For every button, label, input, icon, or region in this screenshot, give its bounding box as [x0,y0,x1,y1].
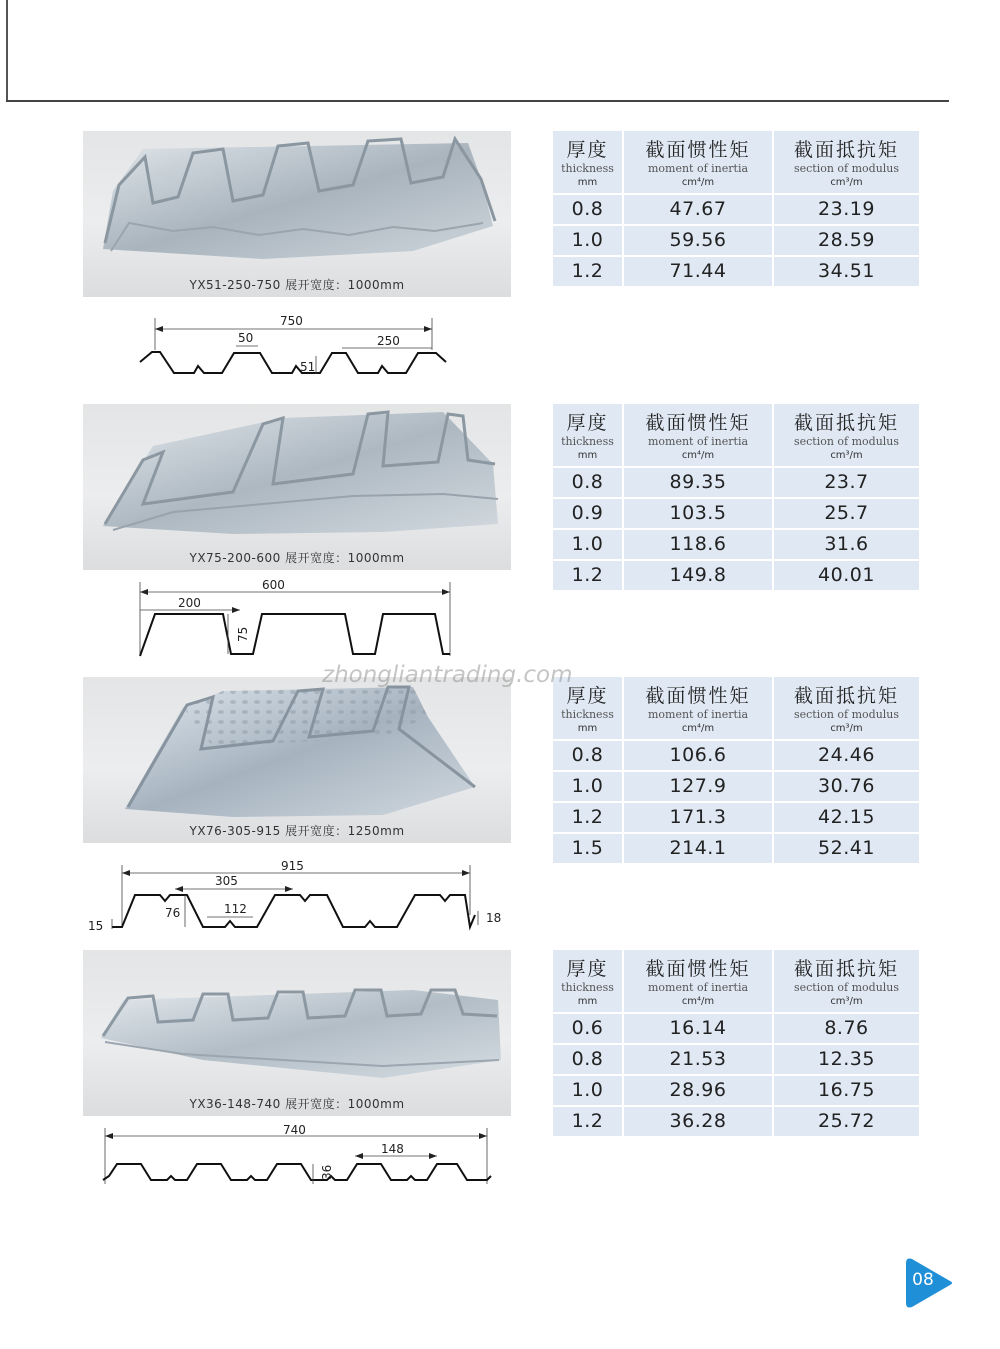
margin-rule-left [6,0,8,100]
inertia-unit: cm⁴/m [681,723,715,734]
modulus-label-en: section of modulus [793,435,900,448]
profile-photo-yx76 [83,677,511,843]
profile-caption: YX75-200-600 展开宽度：1000mm [189,551,405,565]
profile-section-diagram-yx75 [125,576,460,666]
dim-total-width: 740 [283,1123,306,1137]
inertia-label-en: moment of inertia [647,981,749,994]
steel-deck-image [83,404,511,570]
dim-pitch: 250 [377,334,400,348]
profile-caption: YX51-250-750 展开宽度：1000mm [189,278,405,292]
inertia-cell: 28.96 [624,1076,774,1105]
table-row [553,1076,919,1107]
thickness-cell: 1.0 [553,226,624,255]
watermark-text: zhongliantrading.com [322,662,573,688]
inertia-cell: 16.14 [624,1014,774,1043]
modulus-cell: 52.41 [818,837,875,859]
dim-depth: 76 [165,906,181,920]
modulus-cell: 23.19 [818,198,875,220]
dim-pitch: 148 [381,1142,404,1156]
steel-deck-image [83,131,511,297]
table-row [553,530,919,561]
modulus-label-zh: 截面抵抗矩 [793,685,899,707]
table-row [553,468,919,499]
thickness-cell: 1.5 [553,834,624,863]
table-row [553,257,919,286]
table-row [553,195,919,226]
dim-edge-left: 15 [88,919,104,933]
inertia-label-en: moment of inertia [647,708,749,721]
modulus-cell: 30.76 [818,775,875,797]
thickness-label-en: thickness [561,435,614,448]
table-header [553,404,919,468]
spec-table-yx75 [553,404,919,590]
inertia-label-zh: 截面惯性矩 [645,685,751,707]
table-row [553,741,919,772]
dim-trough-width: 112 [224,902,247,916]
profile-section-diagram-yx76 [85,855,505,940]
modulus-label-zh: 截面抵抗矩 [793,139,899,161]
modulus-label-en: section of modulus [793,162,900,175]
table-header [553,677,919,741]
dim-pitch: 305 [215,874,238,888]
thickness-cell: 0.8 [553,195,624,224]
inertia-cell: 171.3 [624,803,774,832]
dim-rib-width: 50 [238,331,254,345]
steel-deck-image [83,950,511,1116]
inertia-cell: 103.5 [624,499,774,528]
thickness-unit: mm [577,996,598,1007]
dim-pitch: 200 [178,596,201,610]
thickness-cell: 1.2 [553,257,624,286]
profile-photo-yx51 [83,131,511,297]
thickness-label-zh: 厚度 [566,412,609,434]
profile-caption: YX76-305-915 展开宽度：1250mm [189,824,405,838]
inertia-cell: 118.6 [624,530,774,559]
thickness-label-en: thickness [561,981,614,994]
inertia-label-en: moment of inertia [647,162,749,175]
dim-total-width: 915 [281,859,304,873]
header-rule [6,100,949,102]
inertia-cell: 47.67 [624,195,774,224]
inertia-cell: 71.44 [624,257,774,286]
modulus-cell: 34.51 [818,260,875,282]
thickness-cell: 1.2 [553,561,624,590]
thickness-cell: 1.0 [553,1076,624,1105]
inertia-label-zh: 截面惯性矩 [645,139,751,161]
spec-table-yx36 [553,950,919,1136]
dim-depth: 36 [320,1164,334,1180]
modulus-cell: 16.75 [818,1079,875,1101]
profile-section-diagram-yx36 [95,1122,505,1192]
inertia-cell: 149.8 [624,561,774,590]
thickness-cell: 0.8 [553,1045,624,1074]
modulus-label-en: section of modulus [793,981,900,994]
thickness-cell: 1.0 [553,772,624,801]
thickness-cell: 1.0 [553,530,624,559]
dim-total-width: 750 [280,314,303,328]
inertia-unit: cm⁴/m [681,996,715,1007]
thickness-label-zh: 厚度 [566,685,609,707]
modulus-cell: 25.72 [818,1110,875,1132]
modulus-cell: 8.76 [824,1017,869,1039]
inertia-cell: 89.35 [624,468,774,497]
table-row [553,499,919,530]
modulus-cell: 31.6 [824,533,869,555]
modulus-unit: cm³/m [830,723,863,734]
modulus-cell: 23.7 [824,471,869,493]
spec-table-yx51 [553,131,919,286]
profile-photo-yx36 [83,950,511,1116]
modulus-label-zh: 截面抵抗矩 [793,958,899,980]
profile-photo-yx75 [83,404,511,570]
table-row [553,226,919,257]
modulus-label-en: section of modulus [793,708,900,721]
profile-section-diagram-yx51 [130,310,460,382]
modulus-unit: cm³/m [830,996,863,1007]
table-header [553,131,919,195]
table-row [553,561,919,590]
inertia-label-en: moment of inertia [647,435,749,448]
modulus-cell: 24.46 [818,744,875,766]
modulus-cell: 12.35 [818,1048,875,1070]
modulus-unit: cm³/m [830,450,863,461]
thickness-label-en: thickness [561,162,614,175]
dim-depth: 75 [236,626,250,642]
inertia-cell: 21.53 [624,1045,774,1074]
table-row [553,1014,919,1045]
thickness-cell: 1.2 [553,803,624,832]
thickness-cell: 0.8 [553,468,624,497]
spec-table-yx76 [553,677,919,863]
profile-caption: YX36-148-740 展开宽度：1000mm [189,1097,405,1111]
thickness-unit: mm [577,450,598,461]
inertia-cell: 59.56 [624,226,774,255]
thickness-unit: mm [577,723,598,734]
table-row [553,834,919,863]
inertia-cell: 127.9 [624,772,774,801]
inertia-cell: 214.1 [624,834,774,863]
table-row [553,803,919,834]
table-row [553,1045,919,1076]
thickness-cell: 0.6 [553,1014,624,1043]
thickness-label-en: thickness [561,708,614,721]
inertia-cell: 106.6 [624,741,774,770]
inertia-unit: cm⁴/m [681,177,715,188]
dim-edge-right: 18 [486,911,502,925]
thickness-cell: 1.2 [553,1107,624,1136]
inertia-unit: cm⁴/m [681,450,715,461]
modulus-cell: 42.15 [818,806,875,828]
page-number: 08 [912,1270,934,1290]
modulus-cell: 25.7 [824,502,869,524]
inertia-cell: 36.28 [624,1107,774,1136]
thickness-label-zh: 厚度 [566,958,609,980]
steel-deck-image [83,677,511,843]
thickness-cell: 0.9 [553,499,624,528]
dim-total-width: 600 [262,578,285,592]
modulus-cell: 40.01 [818,564,875,586]
table-row [553,1107,919,1136]
thickness-label-zh: 厚度 [566,139,609,161]
inertia-label-zh: 截面惯性矩 [645,412,751,434]
thickness-cell: 0.8 [553,741,624,770]
thickness-unit: mm [577,177,598,188]
inertia-label-zh: 截面惯性矩 [645,958,751,980]
table-header [553,950,919,1014]
modulus-cell: 28.59 [818,229,875,251]
dim-depth: 51 [300,360,316,374]
modulus-label-zh: 截面抵抗矩 [793,412,899,434]
table-row [553,772,919,803]
modulus-unit: cm³/m [830,177,863,188]
